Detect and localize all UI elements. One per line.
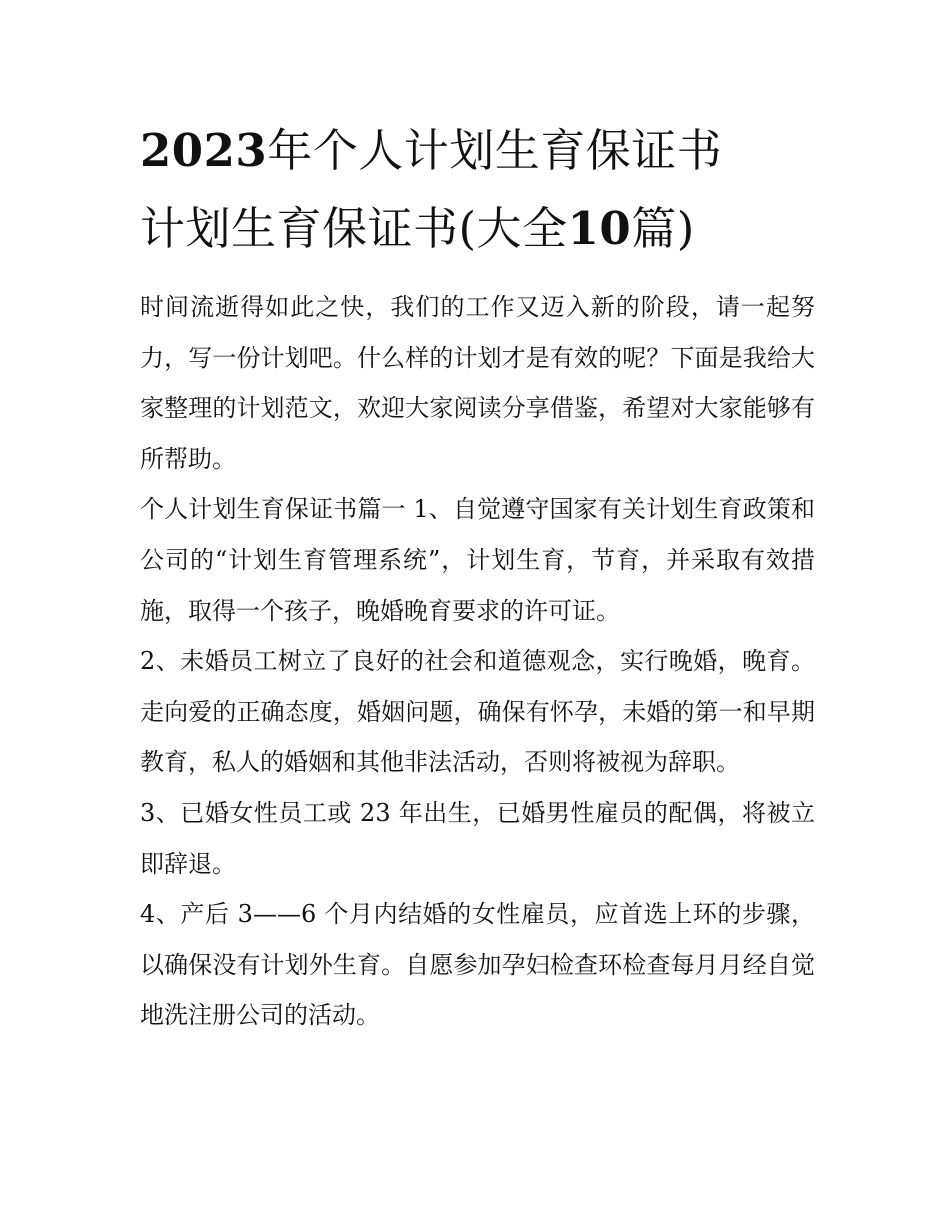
- document-page: [140, 112, 815, 1041]
- paragraph-item-3: 3、已婚女性员工或 23 年出生，已婚男性雇员的配偶，将被立即辞退。: [140, 798, 815, 878]
- title-year: 2023: [140, 124, 268, 177]
- title-line-1-text: 年个人计划生育保证书: [267, 124, 723, 177]
- title-count: 10: [567, 202, 632, 255]
- document-body: [140, 282, 815, 1041]
- paragraph-intro: 时间流逝得如此之快，我们的工作又迈入新的阶段，请一起努力，写一份计划吧。什么样的计划才是有效的呢？下面是我给大家整理的计划范文，欢迎大家阅读分享借鉴，希望对大家能够有所帮助。: [140, 293, 815, 473]
- paragraph-item-2: 2、未婚员工树立了良好的社会和道德观念，实行晚婚，晚育。走向爱的正确态度，婚姻问题，确保有怀孕，未婚的第一和早期教育，私人的婚姻和其他非法活动，否则将被视为辞职。: [140, 647, 815, 777]
- title-line-2: [140, 190, 815, 268]
- title-line-2-text: 计划生育保证书(大全: [140, 202, 568, 255]
- title-line-2-tail: 篇): [631, 202, 695, 255]
- title-line-1: [140, 112, 815, 190]
- paragraph-item-4: 4、产后 3——6 个月内结婚的女性雇员，应首选上环的步骤，以确保没有计划外生育。自愿参加孕妇检查环检查每月月经自觉地洗注册公司的活动。: [140, 900, 815, 1030]
- paragraph-item-1: 个人计划生育保证书篇一 1、自觉遵守国家有关计划生育政策和公司的“计划生育管理系统”，计划生育，节育，并采取有效措施，取得一个孩子，晚婚晚育要求的许可证。: [140, 495, 815, 625]
- document-title: [140, 112, 815, 268]
